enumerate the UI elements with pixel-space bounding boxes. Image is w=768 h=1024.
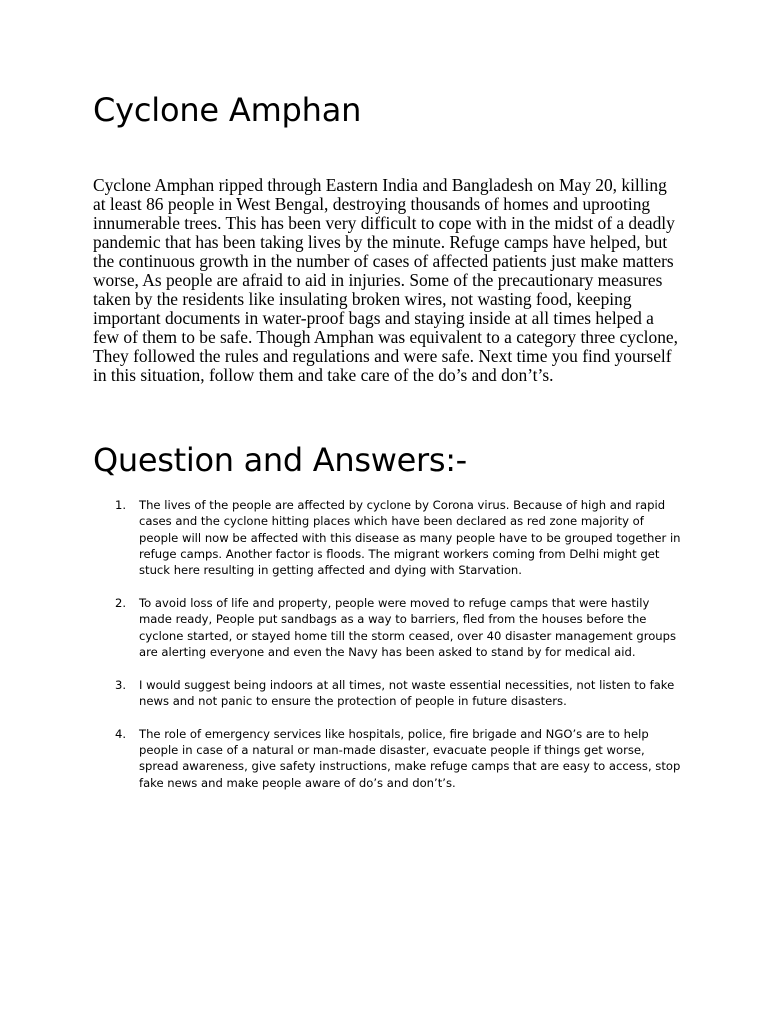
intro-paragraph: Cyclone Amphan ripped through Eastern India and Bangladesh on May 20, killing at least 86 people in West Bengal, destroying thousands of homes and uprooting innumerable trees. This has been very difficult to cope with in the midst of a deadly pandemic that has been taking lives by the minute. Refuge camps have helped, but the continuous growth in the number of cases of affected patients just make matters worse, As people are afraid to aid in injuries. Some of the precautionary measures taken by the residents like insulating broken wires, not wasting food, keeping important documents in water-proof bags and staying inside at all times helped a few of them to be safe. Though Amphan was equivalent to a category three cyclone, They followed the rules and regulations and were safe. Next time you find yourself in this situation, follow them and take care of the do’s and don’t’s. (93, 175, 678, 385)
list-item (93, 595, 683, 660)
list-item-number: 4. (115, 726, 127, 741)
document-title: Cyclone Amphan (93, 91, 362, 129)
list-item-text: I would suggest being indoors at all times, not waste essential necessities, not listen to fake news and not panic to ensure the protection of people in future disasters. (139, 677, 675, 708)
list-item-text: To avoid loss of life and property, people were moved to refuge camps that were hastily made ready, People put sandbags as a way to barriers, fled from the houses before the cyclone started, or stayed home till the storm ceased, over 40 disaster management groups are alerting everyone and even the Navy has been asked to stand by for medical aid. (139, 595, 677, 659)
list-item-number: 2. (115, 595, 127, 610)
list-item (93, 677, 683, 710)
list-item-number: 1. (115, 498, 127, 512)
list-item (93, 497, 683, 578)
qa-heading: Question and Answers:- (93, 441, 467, 479)
list-item (93, 726, 683, 791)
list-item-number: 3. (115, 677, 127, 692)
answers-list (93, 497, 683, 807)
list-item-text: The lives of the people are affected by cyclone by Corona virus. Because of high and rapid cases and the cyclone hitting places which have been declared as red zone majority of people will now be affected with this disease as many people have to be grouped together in refuge camps. Another factor is floods. The migrant workers coming from Delhi might get stuck here resulting in getting affected and dying with Starvation. (139, 498, 681, 578)
list-item-text: The role of emergency services like hospitals, police, fire brigade and NGO’s are to help people in case of a natural or man-made disaster, evacuate people if things get worse, spread awareness, give safety instructions, make refuge camps that are easy to access, stop fake news and make people aware of do’s and don’t’s. (139, 726, 681, 790)
